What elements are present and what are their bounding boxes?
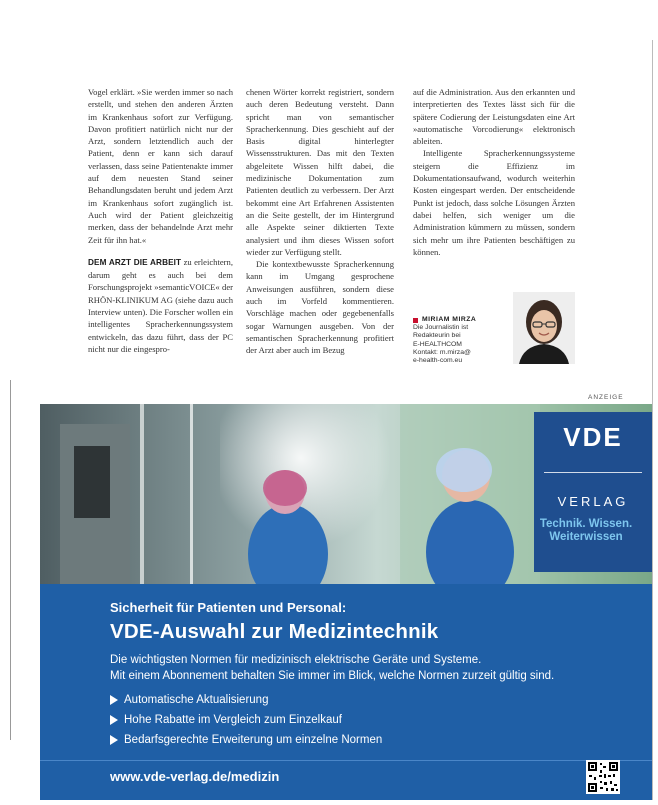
author-portrait-icon bbox=[513, 292, 575, 364]
column-1-paragraph-1: Vogel erklärt. »Sie werden immer so nach erstellt, und stehen den anderen Ärzten im Krankenhaus sofort zur Verfügung. Davon profitiert natürlich nicht nur der Arzt, sondern letztendlich auch der Patient, denn er kann sich darauf verlassen, dass seine Patientenakte immer auf dem neuesten Stand seiner Behandlungsdaten beruht und jedem Arzt im Krankenhaus sofort zugänglich ist. Auch wird der Patient gleichzeitig merken, dass der behandelnde Arzt mehr Zeit für ihn hat.« bbox=[88, 87, 233, 245]
author-bio-line: e-health-com.eu bbox=[413, 357, 463, 365]
triangle-bullet-icon bbox=[110, 715, 118, 725]
author-bio-line: Redakteurin bei bbox=[413, 332, 461, 340]
triangle-bullet-icon bbox=[110, 695, 118, 705]
ad-headline: VDE-Auswahl zur Medizintechnik bbox=[110, 620, 439, 643]
ad-bullet: Hohe Rabatte im Vergleich zum Einzelkauf bbox=[110, 710, 382, 730]
author-box bbox=[413, 292, 583, 372]
triangle-bullet-icon bbox=[110, 735, 118, 745]
scan-edge-right bbox=[652, 40, 653, 800]
column-3-paragraph-1: auf die Administration. Aus den erkannten und interpretierten des Textes lässt sich für die spätere Codierung der Leistungsdaten eine Art »automatische Vorcodierung« elektronisch ableiten. bbox=[413, 87, 575, 147]
vde-verlag-logo[interactable] bbox=[534, 412, 652, 572]
ad-url-link[interactable]: www.vde-verlag.de/medizin bbox=[110, 769, 280, 784]
ad-bullet: Bedarfsgerechte Erweiterung um einzelne Normen bbox=[110, 730, 382, 750]
column-2-paragraph-1: chenen Wörter korrekt registriert, sondern auch deren Bedeutung versteht. Dann spricht man von semantischer Spracherkennung. Dies geschieht auf der Basis digital hinterlegter Wissensstrukturen. Das mit den Texten abgeleitete Wissen hilft dabei, die medizinische Dokumentation zum Patienten deutlich zu verbessern. Der Arzt bekommt eine Art Erfahrenen Assistenten an die Seite gestellt, der im Hintergrund alle Aspekte seiner diktierten Texte analysiert und ihm dieses Wissen sofort wieder zur Verfügung stellt. bbox=[246, 87, 394, 257]
column-2-paragraph-2: Die kontextbewusste Spracherkennung kann im Umgang gesprochene Anweisungen ausführen, sondern diese auch im Vorfeld kommentieren. Vorschläge machen oder gegebenenfalls sogar Warnungen ausgeben. Von der semantischen Spracherkennung profitiert der Arzt aber auch im Bezug bbox=[246, 259, 394, 356]
ad-bullet-list bbox=[110, 690, 382, 750]
ad-divider bbox=[40, 760, 652, 761]
ad-bullet: Automatische Aktualisierung bbox=[110, 690, 382, 710]
qr-code-icon[interactable] bbox=[586, 760, 620, 794]
ad-banner bbox=[40, 584, 652, 800]
author-photo bbox=[513, 292, 575, 364]
article-column-2 bbox=[246, 86, 394, 357]
ad-tagline: Technik. Wissen. Weiterwissen bbox=[539, 518, 633, 543]
scan-edge-left bbox=[10, 380, 11, 740]
logo-verlag-text: VERLAG bbox=[557, 494, 629, 509]
paragraph-body: zu erleichtern, darum geht es auch bei dem Forschungsprojekt »semanticVOICE« der RHÖN-KLINIKUM AG (siehe dazu auch Interview unten). Die Forscher wollen ein intelligentes Spracherkennungssystem entwickeln, das dazu führt, dass der PC nicht nur die eingespro- bbox=[88, 256, 233, 354]
author-bio-line: Kontakt: m.mirza@ bbox=[413, 348, 471, 356]
column-1-paragraph-2 bbox=[88, 256, 233, 355]
paragraph-lead-in: DEM ARZT DIE ARBEIT bbox=[88, 257, 182, 267]
logo-divider bbox=[544, 472, 642, 473]
article-column-3 bbox=[413, 86, 575, 258]
column-3-paragraph-2: Intelligente Spracherkennungssysteme steigern die Effizienz im Dokumentationsaufwand, wodurch weiterhin Kosten eingespart werden. Der entscheidende Punkt ist jedoch, dass solche Lösungen Ärzten dabei helfen, sich weniger um die Administration kümmern zu müssen, sondern sich mehr um ihre Patienten beschäftigen zu können. bbox=[413, 148, 575, 257]
author-info bbox=[413, 316, 513, 365]
ad-kicker: Sicherheit für Patienten und Personal: bbox=[110, 600, 347, 615]
logo-vde-text: VDE bbox=[563, 422, 623, 452]
author-bio-line: E-HEALTHCOM bbox=[413, 340, 462, 348]
advertisement[interactable] bbox=[40, 404, 652, 800]
ad-intro: Die wichtigsten Normen für medizinisch elektrische Geräte und Systeme. Mit einem Abonnement behalten Sie immer im Blick, welche Normen zurzeit gültig sind. bbox=[110, 654, 555, 682]
ad-label: ANZEIGE bbox=[588, 394, 624, 401]
article-column-1 bbox=[88, 86, 233, 355]
author-bio-line: Die Journalistin ist bbox=[413, 324, 469, 332]
author-name: MIRIAM MIRZA bbox=[413, 316, 513, 324]
red-square-icon bbox=[413, 318, 418, 323]
